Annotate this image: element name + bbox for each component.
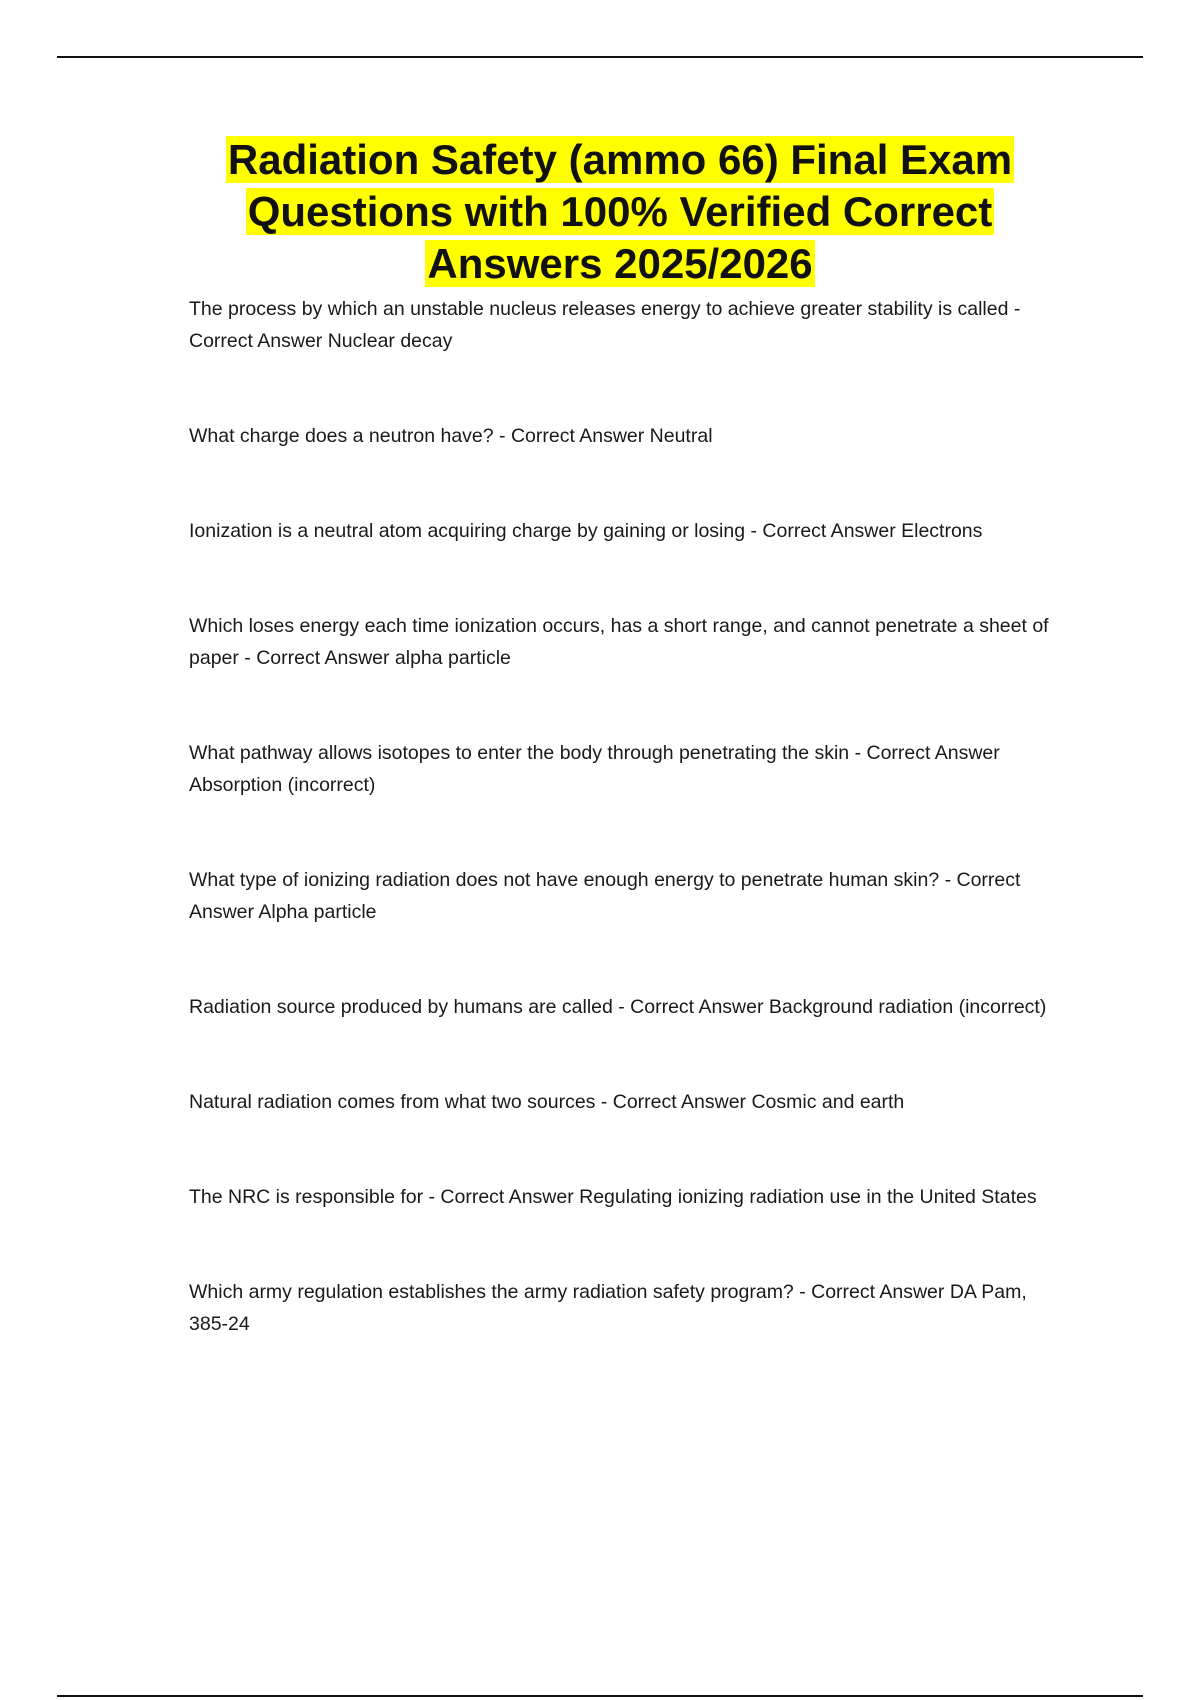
qa-item: Ionization is a neutral atom acquiring charge by gaining or losing - Correct Answer Electrons (189, 520, 983, 542)
qa-item: Radiation source produced by humans are called - Correct Answer Background radiation (incorrect) (189, 996, 1047, 1018)
qa-item: Which army regulation establishes the army radiation safety program? - Correct Answer DA Pam, 385-24 (189, 1281, 1027, 1335)
qa-item: The NRC is responsible for - Correct Answer Regulating ionizing radiation use in the United States (189, 1186, 1037, 1208)
qa-item: Which loses energy each time ionization occurs, has a short range, and cannot penetrate a sheet of paper - Correct Answer alpha particle (189, 615, 1049, 669)
title-highlight: Radiation Safety (ammo 66) Final Exam Questions with 100% Verified Correct Answers 2025/2026 (227, 136, 1013, 287)
document-title (180, 134, 1060, 290)
qa-item: What type of ionizing radiation does not have enough energy to penetrate human skin? - Correct Answer Alpha particle (189, 869, 1021, 923)
qa-item: What charge does a neutron have? - Correct Answer Neutral (189, 425, 713, 447)
qa-list (189, 293, 1049, 1403)
qa-item: What pathway allows isotopes to enter the body through penetrating the skin - Correct Answer Absorption (incorrect) (189, 742, 1000, 796)
qa-item: Natural radiation comes from what two sources - Correct Answer Cosmic and earth (189, 1091, 905, 1113)
qa-item: The process by which an unstable nucleus releases energy to achieve greater stability is called - Correct Answer Nuclear decay (189, 298, 1021, 352)
bottom-rule (57, 1695, 1143, 1697)
top-rule (57, 56, 1143, 58)
